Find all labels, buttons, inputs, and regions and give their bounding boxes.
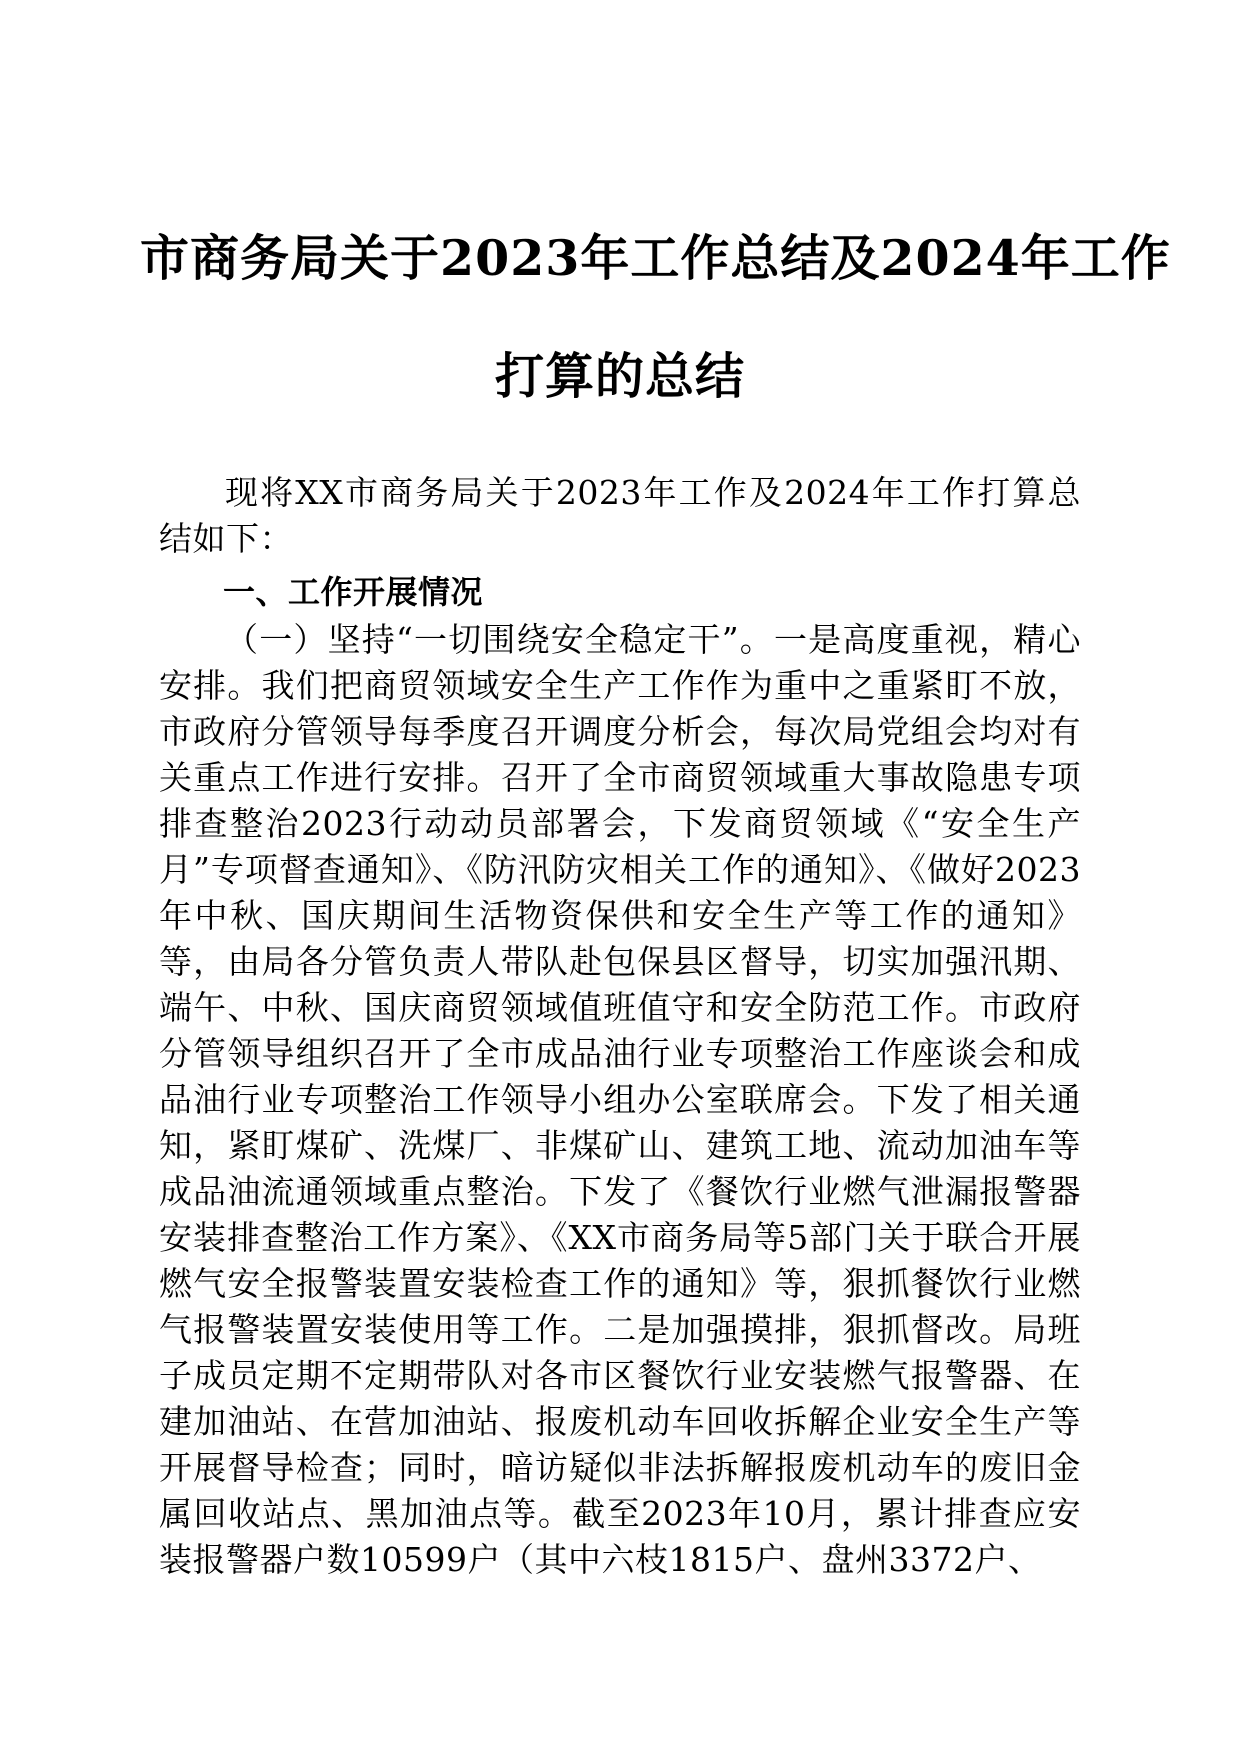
- document-title-line-1: 市商务局关于2023年工作总结及2024年工作: [140, 229, 1171, 287]
- section-heading: 一、工作开展情况: [223, 573, 484, 611]
- document-title-line-2: 打算的总结: [494, 347, 745, 405]
- document-body: [159, 470, 1081, 1583]
- section-paragraph: （一）坚持“一切围绕安全稳定干”。一是高度重视，精心安排。我们把商贸领域安全生产工作作为重中之重紧盯不放，市政府分管领导每季度召开调度分析会，每次局党组会均对有关重点工作进行安排。召开了全市商贸领域重大事故隐患专项排查整治2023行动动员部署会，下发商贸领域《“安全生产月”专项督查通知》、《防汛防灾相关工作的通知》、《做好2023年中秋、国庆期间生活物资保供和安全生产等工作的通知》等，由局各分管负责人带队赴包保县区督导，切实加强汛期、端午、中秋、国庆商贸领域值班值守和安全防范工作。市政府分管领导组织召开了全市成品油行业专项整治工作座谈会和成品油行业专项整治工作领导小组办公室联席会。下发了相关通知，紧盯煤矿、洗煤厂、非煤矿山、建筑工地、流动加油车等成品油流通领域重点整治。下发了《餐饮行业燃气泄漏报警器安装排查整治工作方案》、《XX市商务局等5部门关于联合开展燃气安全报警装置安装检查工作的通知》等，狠抓餐饮行业燃气报警装置安装使用等工作。二是加强摸排，狠抓督改。局班子成员定期不定期带队对各市区餐饮行业安装燃气报警器、在建加油站、在营加油站、报废机动车回收拆解企业安全生产等开展督导检查；同时，暗访疑似非法拆解报废机动车的废旧金属回收站点、黑加油点等。截至2023年10月，累计排查应安装报警器户数10599户（其中六枝1815户、盘州3372户、: [159, 620, 1081, 1579]
- intro-paragraph: 现将XX市商务局关于2023年工作及2024年工作打算总结如下：: [159, 473, 1081, 558]
